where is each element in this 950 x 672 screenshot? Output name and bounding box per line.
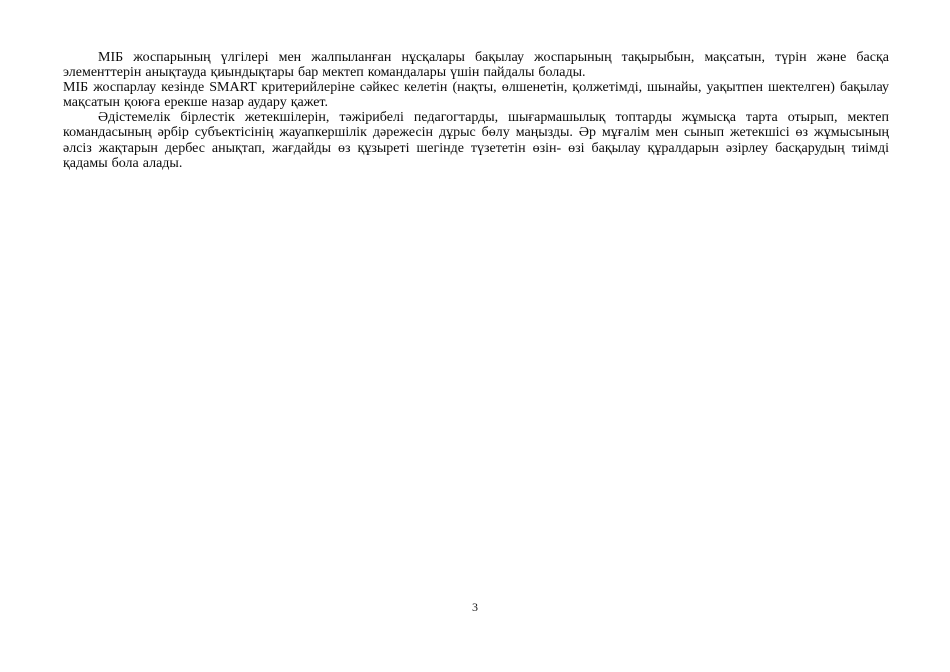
paragraph: МІБ жоспарының үлгілері мен жалпыланған нұсқалары бақылау жоспарының тақырыбын, мақсатын, түрін және басқа элементтерін анықтауда қиындықтары бар мектеп командалары үшін пайдалы болады. [63,50,889,81]
paragraph: Әдістемелік бірлестік жетекшілерін, тәжірибелі педагогтарды, шығармашылық топтарды жұмысқа тарта отырып, мектеп командасының әрбір субъектісінің жауапкершілік дәрежесін дұрыс бөлу маңызды. Әр мұғалім мен сынып жетекшісі өз жұмысының әлсіз жақтарын дербес анықтап, жағдайды өз құзыреті шегінде түзететін өзін- өзі бақылау құралдарын әзірлеу басқарудың тиімді қадамы бола алады. [63,110,889,171]
page-number: 3 [472,600,478,614]
paragraph: МІБ жоспарлау кезінде SMART критерийлеріне сәйкес келетін (нақты, өлшенетін, қолжетімді, шынайы, уақытпен шектелген) бақылау мақсатын қоюға ерекше назар аудару қажет. [63,80,889,111]
document-body-text [63,50,889,171]
